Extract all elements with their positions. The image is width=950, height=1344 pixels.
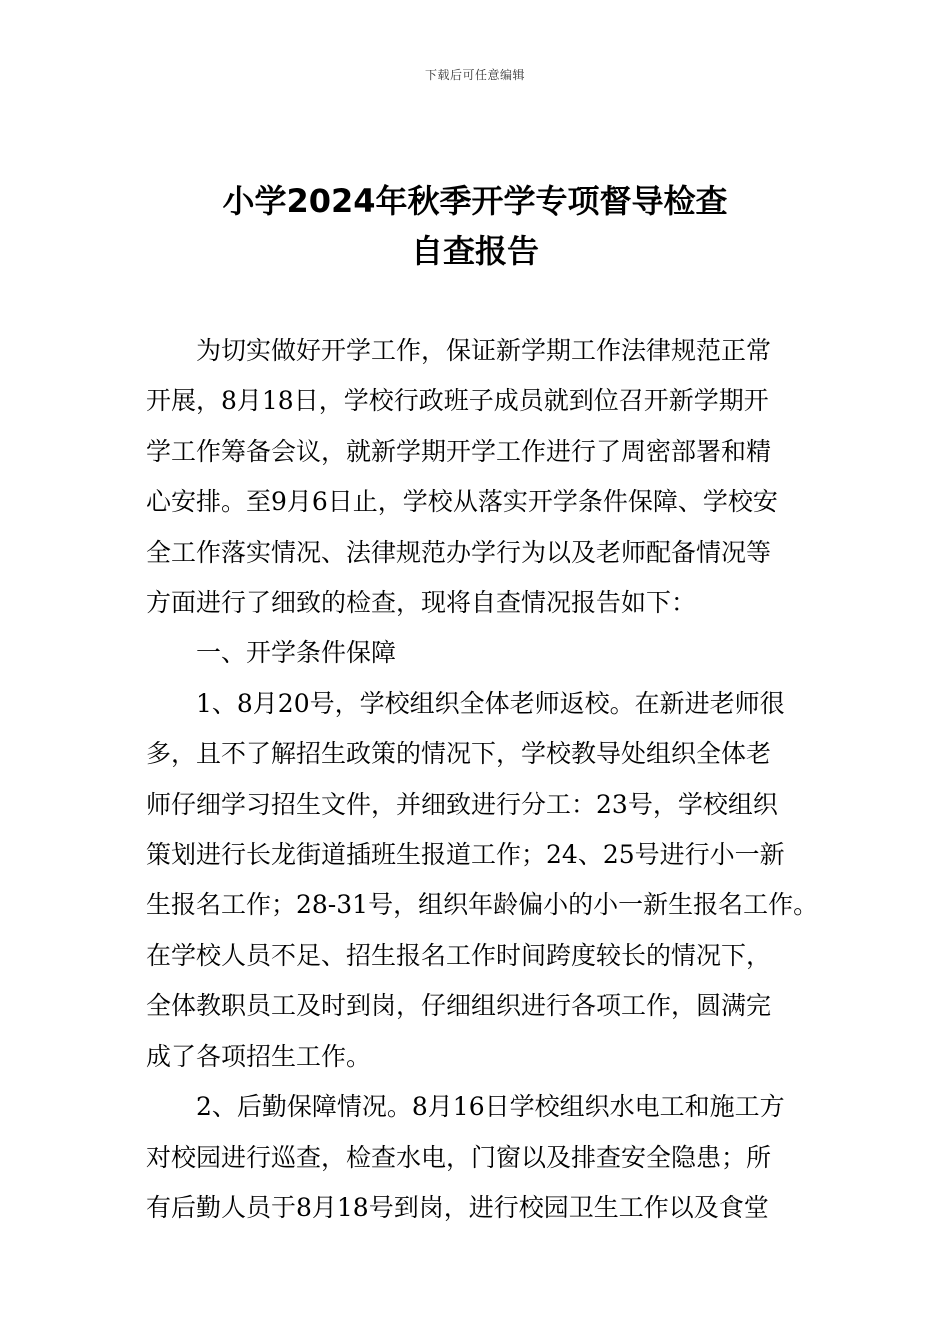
body-line: 心安排。至9月6日止，学校从落实开学条件保障、学校安 xyxy=(146,487,778,517)
section-heading: 一、开学条件保障 xyxy=(196,638,397,668)
document-title xyxy=(0,176,950,276)
body-line: 2、后勤保障情况。8月16日学校组织水电工和施工方 xyxy=(196,1092,785,1122)
title-line-1: 小学2024年秋季开学专项督导检查 xyxy=(222,182,728,220)
report-body xyxy=(146,326,819,1233)
body-line: 1、8月20号，学校组织全体老师返校。在新进老师很 xyxy=(196,688,785,718)
body-line: 全工作落实情况、法律规范办学行为以及老师配备情况等 xyxy=(146,537,772,567)
body-line: 师仔细学习招生文件，并细致进行分工：23号，学校组织 xyxy=(146,789,778,819)
body-line: 在学校人员不足、招生报名工作时间跨度较长的情况下， xyxy=(146,940,772,970)
body-line: 对校园进行巡查，检查水电，门窗以及排查安全隐患；所 xyxy=(146,1142,772,1172)
body-line: 学工作筹备会议，就新学期开学工作进行了周密部署和精 xyxy=(146,436,772,466)
body-line: 生报名工作；28-31号，组织年龄偏小的小一新生报名工作。 xyxy=(146,890,819,920)
body-line: 成了各项招生工作。 xyxy=(146,1041,372,1071)
title-line-2: 自查报告 xyxy=(410,232,539,270)
body-line: 方面进行了细致的检查，现将自查情况报告如下： xyxy=(146,588,697,618)
body-line: 全体教职员工及时到岗，仔细组织进行各项工作，圆满完 xyxy=(146,991,772,1021)
body-line: 多，且不了解招生政策的情况下，学校教导处组织全体老 xyxy=(146,739,772,769)
body-line: 有后勤人员于8月18号到岗，进行校园卫生工作以及食堂 xyxy=(146,1192,769,1222)
body-line: 开展，8月18日，学校行政班子成员就到位召开新学期开 xyxy=(146,386,769,416)
header-note: 下载后可任意编辑 xyxy=(424,68,525,82)
body-line: 策划进行长龙街道插班生报道工作；24、25号进行小一新 xyxy=(146,840,785,870)
body-line: 为切实做好开学工作，保证新学期工作法律规范正常 xyxy=(196,336,772,365)
